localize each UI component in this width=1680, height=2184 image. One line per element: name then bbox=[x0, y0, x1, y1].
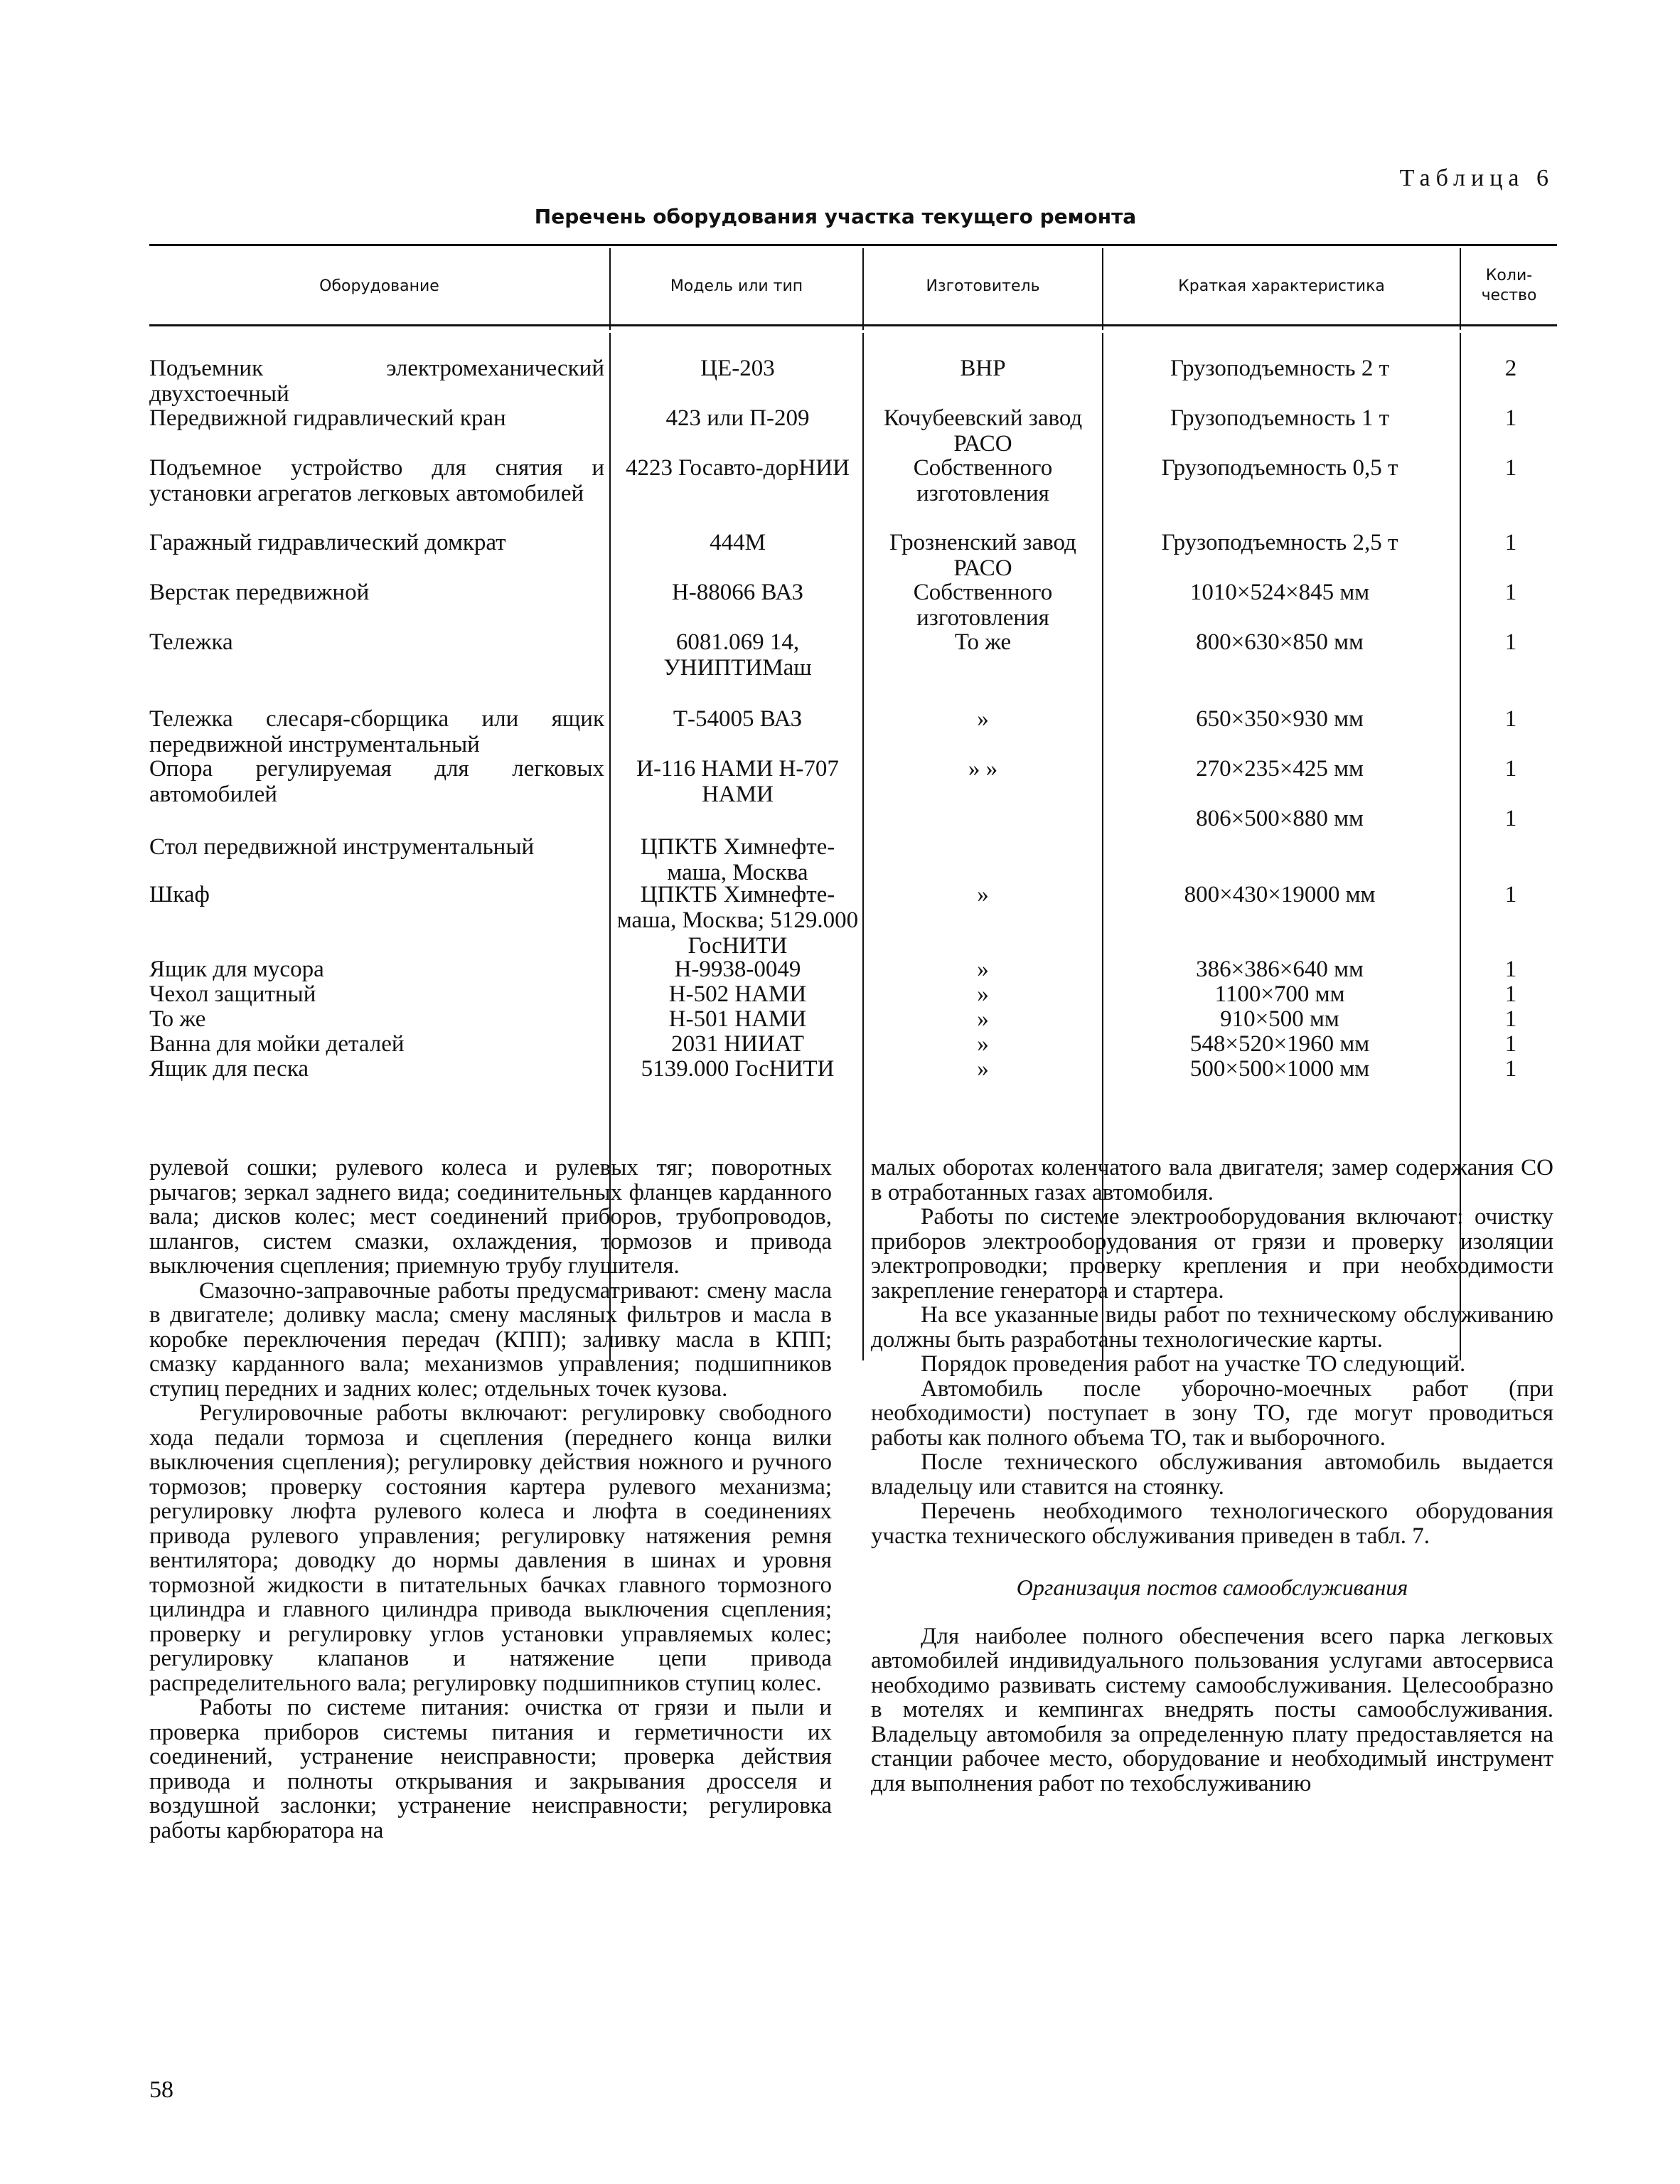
cell-equipment: Ванна для мойки деталей bbox=[149, 1031, 405, 1057]
cell-model: ЦЕ-203 bbox=[700, 356, 775, 381]
paragraph: Работы по системе электрооборудования включают: очистку приборов электрооборудования от грязи и проверку изоляции электропроводки; проверку крепления и при необходимости закрепление генератора и стартера. bbox=[871, 1204, 1553, 1304]
cell-spec: 650×350×930 мм bbox=[1196, 706, 1364, 732]
cell-model: 444М bbox=[710, 530, 766, 555]
cell-model: 4223 Госавто-дорНИИ bbox=[626, 455, 850, 481]
paragraph: Перечень необходимого технологического оборудования участка технического обслуживания приведен в табл. 7. bbox=[871, 1498, 1553, 1549]
cell-model: Н-88066 ВАЗ bbox=[671, 580, 804, 605]
table-top-rule bbox=[149, 244, 1557, 246]
table-label: Таблица 6 bbox=[1399, 165, 1554, 191]
cell-spec: 800×430×19000 мм bbox=[1184, 882, 1376, 907]
cell-model: И-116 НАМИ Н-707 НАМИ bbox=[636, 756, 839, 807]
cell-quantity: 1 bbox=[1504, 882, 1517, 907]
cell-maker: То же bbox=[954, 629, 1012, 655]
header-model: Модель или тип bbox=[670, 277, 803, 295]
cell-quantity: 1 bbox=[1504, 806, 1517, 831]
cell-equipment: Ящик для песка bbox=[149, 1056, 309, 1082]
table-header-rule bbox=[149, 324, 1557, 326]
cell-model: ЦПКТБ Химнефте-маша, Москва bbox=[640, 834, 835, 885]
cell-equipment: Стол передвижной инструментальный bbox=[149, 834, 535, 860]
cell-equipment: Тележка bbox=[149, 629, 233, 655]
cell-spec: 386×386×640 мм bbox=[1196, 957, 1364, 982]
cell-maker: » bbox=[977, 1031, 989, 1057]
paragraph: Смазочно-заправочные работы предусматривают: смену масла в двигателе; доливку масла; смену масляных фильтров и масла в коробке переключения передач (КПП); заливку масла в КПП; смазку карданного вала; механизмов управления; подшипников ступиц передних и задних колес; отдельных точек кузова. bbox=[149, 1277, 832, 1402]
cell-quantity: 1 bbox=[1504, 706, 1517, 732]
cell-model: Н-9938-0049 bbox=[674, 957, 801, 982]
cell-maker: Собственного изготовления bbox=[913, 580, 1053, 631]
cell-quantity: 1 bbox=[1504, 1056, 1517, 1082]
cell-model: 6081.069 14, УНИПТИМаш bbox=[663, 629, 812, 681]
cell-spec: Грузоподъемность 2,5 т bbox=[1161, 530, 1398, 555]
cell-equipment: То же bbox=[149, 1006, 206, 1032]
column-divider bbox=[862, 333, 864, 1360]
cell-maker: » » bbox=[968, 756, 998, 782]
paragraph: На все указанные виды работ по техническому обслуживанию должны быть разработаны технологические карты. bbox=[871, 1302, 1553, 1353]
cell-maker: Грозненский завод РАСО bbox=[889, 530, 1076, 581]
cell-quantity: 1 bbox=[1504, 1006, 1517, 1032]
cell-model: ЦПКТБ Химнефте-маша, Москва; 5129.000 ГосНИТИ bbox=[616, 882, 859, 959]
cell-spec: Грузоподъемность 1 т bbox=[1170, 405, 1390, 431]
cell-equipment: Чехол защитный bbox=[149, 981, 316, 1007]
cell-maker: » bbox=[977, 882, 989, 907]
header-quantity: Коли- чество bbox=[1481, 267, 1537, 304]
cell-maker: » bbox=[977, 1006, 989, 1032]
cell-maker: » bbox=[977, 706, 989, 732]
cell-quantity: 1 bbox=[1504, 455, 1517, 481]
cell-quantity: 1 bbox=[1504, 530, 1517, 555]
header-spec: Краткая характеристика bbox=[1178, 277, 1385, 295]
cell-maker: » bbox=[977, 957, 989, 982]
cell-equipment: Передвижной гидравлический кран bbox=[149, 405, 506, 431]
paragraph: Регулировочные работы включают: регулировку свободного хода педали тормоза и сцепления (переднего конца вилки выключения сцепления); регулировку действия ножного и ручного тормозов; проверку состояния картера рулевого механизма; регулировку люфта рулевого колеса и люфта в соединениях привода рулевого управления; регулировку натяжения ремня вентилятора; доводку до нормы давления в шинах и уровня тормозной жидкости в питательных бачках главного тормозного цилиндра и главного цилиндра привода выключения сцепления; проверку и регулировку углов установки управляемых колес; регулировку клапанов и натяжение цепи привода распределительного вала; регулировку подшипников ступиц колес. bbox=[149, 1400, 832, 1696]
cell-model: 423 или П-209 bbox=[665, 405, 810, 431]
cell-quantity: 1 bbox=[1504, 629, 1517, 655]
cell-equipment: Ящик для мусора bbox=[149, 957, 324, 982]
section-title: Организация постов самообслуживания bbox=[1016, 1575, 1408, 1600]
cell-maker: » bbox=[977, 981, 989, 1007]
cell-quantity: 1 bbox=[1504, 957, 1517, 982]
cell-model: Т-54005 ВАЗ bbox=[673, 706, 803, 732]
page-number: 58 bbox=[149, 2077, 173, 2103]
cell-equipment: Шкаф bbox=[149, 882, 210, 907]
cell-model: 5139.000 ГосНИТИ bbox=[641, 1056, 835, 1082]
paragraph: рулевой сошки; рулевого колеса и рулевых тяг; поворотных рычагов; зеркал заднего вида; соединительных фланцев карданного вала; дисков колес; мест соединений приборов, трубопроводов, шлангов, систем смазки, охлаждения, тормозов и привода выключения сцепления; приемную трубу глушителя. bbox=[149, 1155, 832, 1279]
header-equipment: Оборудование bbox=[319, 277, 439, 295]
cell-spec: 1100×700 мм bbox=[1214, 981, 1345, 1007]
cell-spec: 1010×524×845 мм bbox=[1189, 580, 1370, 605]
cell-equipment: Опора регулируемая для легковых автомобилей bbox=[149, 756, 604, 807]
cell-spec: Грузоподъемность 2 т bbox=[1170, 356, 1390, 381]
paragraph: Работы по системе питания: очистка от грязи и пыли и проверка приборов системы питания и герметичности их соединений, устранение неисправности; проверка действия привода и полноты открывания и закрывания дросселя и воздушной заслонки; устранение неисправности; регулировка работы карбюратора на bbox=[149, 1695, 832, 1843]
cell-quantity: 1 bbox=[1504, 1031, 1517, 1057]
right-text-column bbox=[871, 1156, 1553, 1796]
paragraph: Автомобиль после уборочно-моечных работ (при необходимости) поступает в зону ТО, где могут проводиться работы как полного объема ТО, так и выборочного. bbox=[871, 1375, 1553, 1451]
cell-spec: 548×520×1960 мм bbox=[1189, 1031, 1370, 1057]
cell-model: Н-501 НАМИ bbox=[668, 1006, 807, 1032]
cell-equipment: Верстак передвижной bbox=[149, 580, 370, 605]
paragraph: малых оборотах коленчатого вала двигателя; замер содержания СО в отработанных газах автомобиля. bbox=[871, 1155, 1553, 1205]
cell-spec: 270×235×425 мм bbox=[1196, 756, 1364, 782]
paragraph: Для наиболее полного обеспечения всего парка легковых автомобилей индивидуального пользования услугами автосервиса необходимо развивать систему самообслуживания. Целесообразно в мотелях и кемпингах внедрять посты самообслуживания. Владельцу автомобиля за определенную плату предоставляется на станции рабочее место, оборудование и необходимый инструмент для выполнения работ по техобслуживанию bbox=[871, 1623, 1553, 1796]
cell-spec: 806×500×880 мм bbox=[1196, 806, 1364, 831]
cell-equipment: Подъемник электромеханический двухстоечный bbox=[149, 356, 604, 407]
cell-spec: 910×500 мм bbox=[1220, 1006, 1339, 1032]
cell-spec: Грузоподъемность 0,5 т bbox=[1161, 455, 1398, 481]
cell-equipment: Подъемное устройство для снятия и установки агрегатов легковых автомобилей bbox=[149, 455, 604, 506]
cell-equipment: Гаражный гидравлический домкрат bbox=[149, 530, 506, 555]
cell-spec: 800×630×850 мм bbox=[1196, 629, 1364, 655]
cell-spec: 500×500×1000 мм bbox=[1189, 1056, 1370, 1082]
cell-quantity: 1 bbox=[1504, 405, 1517, 431]
left-text-column bbox=[149, 1156, 832, 1843]
header-maker: Изготовитель bbox=[926, 277, 1040, 295]
cell-maker: ВНР bbox=[960, 356, 1006, 381]
cell-quantity: 1 bbox=[1504, 580, 1517, 605]
cell-model: Н-502 НАМИ bbox=[668, 981, 807, 1007]
cell-maker: Собственного изготовления bbox=[913, 455, 1053, 506]
cell-maker: Кочубеевский завод РАСО bbox=[883, 405, 1083, 457]
cell-equipment: Тележка слесаря-сборщика или ящик передвижной инструментальный bbox=[149, 706, 604, 757]
cell-quantity: 1 bbox=[1504, 981, 1517, 1007]
cell-quantity: 2 bbox=[1504, 356, 1517, 381]
paragraph: После технического обслуживания автомобиль выдается владельцу или ставится на стоянку. bbox=[871, 1449, 1553, 1500]
paragraph: Порядок проведения работ на участке ТО следующий. bbox=[921, 1351, 1466, 1377]
cell-maker: » bbox=[977, 1056, 989, 1082]
cell-quantity: 1 bbox=[1504, 756, 1517, 782]
cell-model: 2031 НИИАТ bbox=[671, 1031, 804, 1057]
table-title: Перечень оборудования участка текущего ремонта bbox=[534, 205, 1137, 228]
